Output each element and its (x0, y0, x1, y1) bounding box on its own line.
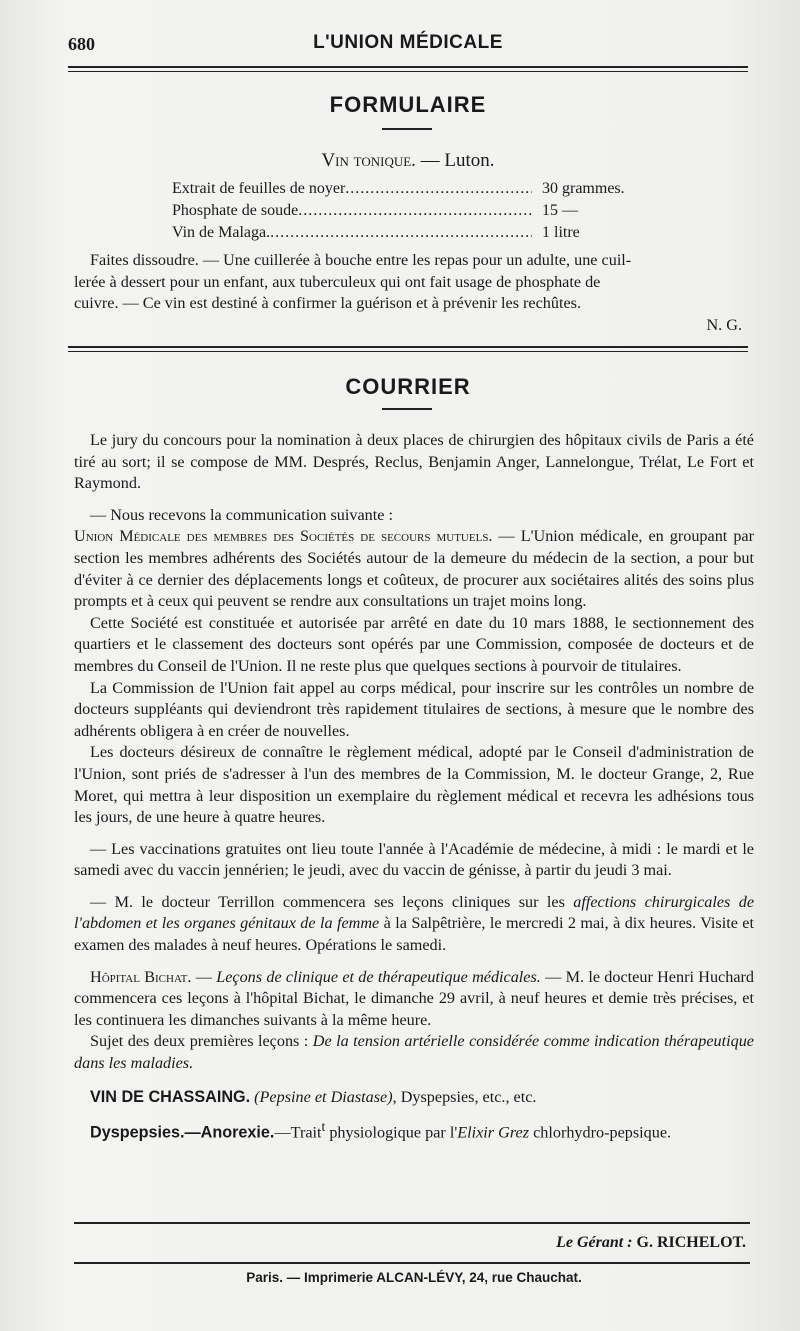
paragraph-societe: Cette Société est constituée et autorisée par arrêté en date du 10 mars 1888, le sectionnement des quartiers et le classement des docteurs sont opérés par une Commission, composée de docteurs et de membres du Conseil de l'Union. Il ne reste plus que quelques sections à pourvoir de titulaires. (74, 613, 754, 675)
paragraph-sujet (74, 1031, 754, 1074)
chassaing-ingredients: (Pepsine et Diastase) (254, 1087, 393, 1106)
sujet-title: De la tension artérielle considérée comme indication thérapeutique dans les maladies. (74, 1032, 754, 1073)
grez-text-d: chlorhydro-pepsique. (529, 1123, 672, 1142)
courrier-heading: COURRIER (345, 374, 471, 399)
paragraph-recevons: — Nous recevons la communication suivante : (90, 505, 393, 524)
advert-grez (74, 1116, 754, 1144)
header-rule (68, 66, 748, 68)
courrier-body (74, 430, 754, 1144)
bichat-dash: — (191, 967, 217, 986)
bichat-course-title: Leçons de clinique et de thérapeutique médicales. (216, 967, 541, 986)
grez-text-b: —Trait (274, 1123, 322, 1142)
grez-lead: Dyspepsies.—Anorexie. (90, 1123, 275, 1142)
ingredient-quantity: 30 grammes. (542, 180, 625, 197)
leader-dots (270, 222, 532, 244)
paragraph-union (74, 526, 754, 612)
sujet-text: Sujet des deux premières leçons : (90, 1032, 313, 1051)
paragraph-jury: Le jury du concours pour la nomination à deux places de chirurgien des hôpitaux civils de Paris a été tiré au sort; il se compose de MM. Després, Reclus, Benjamin Anger, Lannelongue, Trélat, Le Fort et Raymond. (74, 431, 754, 493)
leader-dots (298, 200, 532, 222)
leader-dots (345, 178, 532, 200)
grez-sup: t (321, 1119, 326, 1135)
recipe-signature: N. G. (706, 315, 742, 334)
courrier-heading-underline (382, 408, 432, 410)
footer-rule-2 (74, 1262, 750, 1264)
ingredient-quantity: 15 — (542, 202, 578, 219)
terrillon-text-b: à la Salpêtrière, le mercredi 2 mai, à dix heures. Visite et examen des malades à neuf heures. Opérations le samedi. (74, 914, 754, 955)
gerant-line (74, 1234, 746, 1252)
recipe-instructions (74, 250, 754, 336)
ingredient-list (172, 178, 642, 244)
recipe-title (68, 150, 748, 172)
section-rule (68, 346, 748, 348)
bichat-text: — M. le docteur Henri Huchard commencera ces leçons à l'hôpital Bichat, le dimanche 29 avril, à neuf heures et demie très précises, et les continuera les dimanches suivants à la même heure. (74, 967, 754, 1029)
paragraph-docteurs: Les docteurs désireux de connaître le règlement médical, adopté par le Conseil d'administration de l'Union, sont priés de s'adresser à l'un des membres de la Commission, M. le docteur Grange, 2, Rue Moret, qui mettra à leur disposition un exemplaire du règlement médical et recevra les adhésions tous les jours, de une heure à quatre heures. (74, 743, 754, 827)
ingredient-name: Vin de Malaga. (172, 224, 271, 241)
imprint-line: Paris. — Imprimerie ALCAN-LÉVY, 24, rue Chauchat. (246, 1270, 582, 1285)
paragraph-vaccinations: — Les vaccinations gratuites ont lieu toute l'année à l'Académie de médecine, à midi : le mardi et le samedi avec du vaccin jennérien; le jeudi, avec du vaccin de génisse, à partir du jeudi 3 mai. (74, 839, 754, 880)
terrillon-text-a: — M. le docteur Terrillon commencera ses leçons cliniques sur les (90, 892, 574, 911)
recipe-name: Vin tonique. (321, 150, 416, 171)
gerant-label: Le Gérant : (556, 1234, 633, 1251)
instructions-line: lerée à dessert pour un enfant, aux tuberculeux qui ont fait usage de phosphate de (74, 272, 601, 291)
page-number: 680 (68, 34, 95, 54)
section-rule-thin (68, 351, 748, 352)
ingredient-row (172, 222, 642, 244)
paragraph-bichat (74, 967, 754, 1032)
formulaire-heading: FORMULAIRE (329, 92, 487, 117)
grez-text-c: physiologique par l' (325, 1123, 458, 1142)
instructions-line: cuivre. — Ce vin est destiné à confirmer la guérison et à prévenir les rechûtes. (74, 294, 582, 313)
terrillon-topic: affections chirurgicales de l'abdomen et les organes génitaux de la femme (74, 892, 754, 933)
gerant-name: G. RICHELOT. (632, 1234, 746, 1251)
ingredient-quantity: 1 litre (542, 224, 580, 241)
ingredient-name: Extrait de feuilles de noyer (172, 180, 346, 197)
footer-rule (74, 1222, 750, 1224)
page-header (68, 30, 748, 64)
union-text: — L'Union médicale, en groupant par section les membres adhérents des Sociétés autour de la demeure du médecin de la section, a pour but d'éviter à ce dernier des déplacements longs et coûteux, de procurer aux sociétaires alités des soins plus prompts et à ceux qui peuvent se rendre aux consultations un trajet moins long. (74, 527, 754, 611)
formulaire-heading-underline (382, 128, 432, 130)
header-rule-thin (68, 71, 748, 72)
ingredient-name: Phosphate de soude (172, 202, 299, 219)
union-lead: Union Médicale des membres des Sociétés de secours mutuels. (74, 527, 493, 546)
recipe-author: — Luton. (415, 150, 495, 171)
bichat-lead: Hôpital Bichat. (90, 967, 192, 986)
running-title: L'UNION MÉDICALE (313, 32, 503, 53)
chassaing-name: VIN DE CHASSAING. (90, 1087, 251, 1106)
ingredient-row (172, 200, 642, 222)
instructions-line: Faites dissoudre. — Une cuillerée à bouche entre les repas pour un adulte, une cuil- (90, 251, 632, 269)
grez-product: Elixir Grez (457, 1123, 530, 1142)
ingredient-row (172, 178, 642, 200)
paragraph-commission: La Commission de l'Union fait appel au corps médical, pour inscrire sur les contrôles un nombre de docteurs suppléants qui deviendront très rapidement titulaires de sections, à mesure que le nombre des adhérents obligera à en créer de nouvelles. (74, 678, 754, 740)
advert-chassaing (74, 1087, 754, 1109)
chassaing-text: , Dyspepsies, etc., etc. (392, 1087, 537, 1106)
paragraph-terrillon (74, 892, 754, 957)
